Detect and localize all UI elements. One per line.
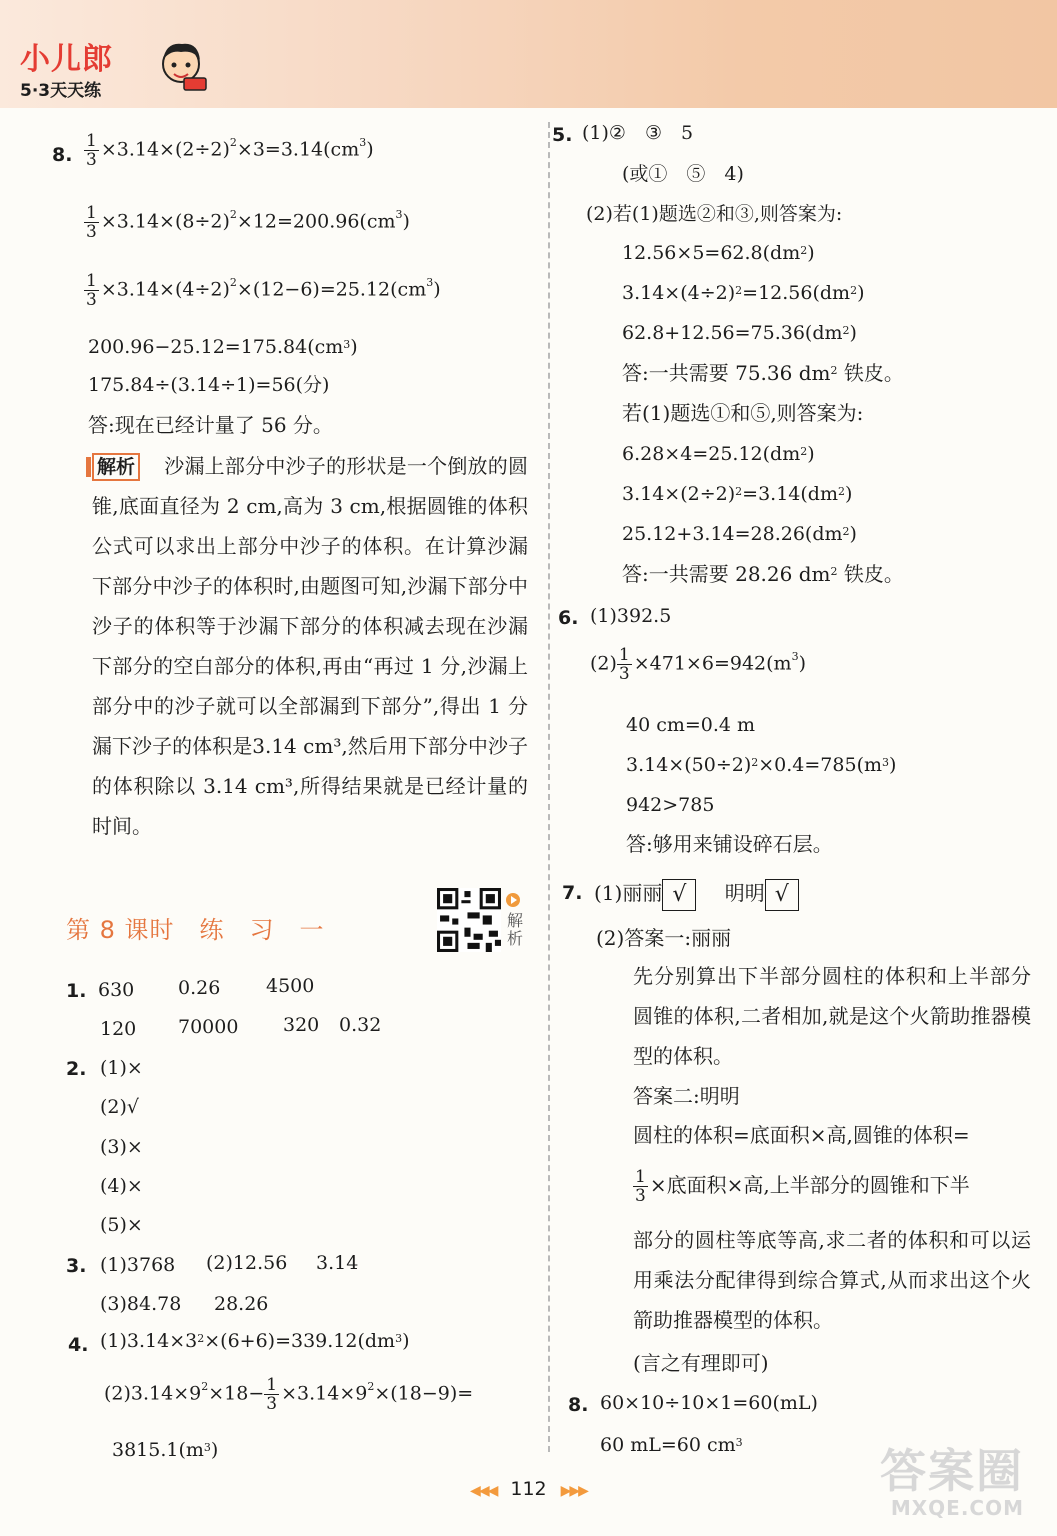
q2-item-1: (1)× (100, 1057, 143, 1079)
q5-line-8: 若(1)题选①和⑤,则答案为: (622, 401, 864, 425)
q2-item-2: (2)√ (100, 1096, 140, 1118)
q7-line-1: (1)丽丽 √ 明明 √ (594, 877, 799, 911)
q8-line-4: $200.96-25.12=175.84(cm^3)$ (88, 336, 358, 358)
q5-line-6: $62.8+12.56=75.36(dm^2)$ (622, 322, 857, 344)
check-box-lili: √ (662, 879, 696, 911)
q4-number: 4. (68, 1334, 89, 1356)
fraction: $\frac{1}{3}$ (86, 271, 97, 310)
q5-line-5: $3.14\times(4\div 2)^2=12.56(dm^2)$ (622, 282, 865, 304)
q7-number: 7. (562, 882, 583, 904)
q5-line-11: $25.12+3.14=28.26(dm^2)$ (622, 523, 857, 545)
column-divider (548, 122, 550, 1452)
q1-number: 1. (66, 980, 87, 1002)
q6-line-2: (2) $\frac{1}{3}$ $\times 471\times 6=942(m^3)$ (590, 645, 806, 684)
q1-value-6: 320 (283, 1014, 320, 1036)
analysis-label: 解析 (92, 453, 140, 481)
arrows-right-icon: ▶▶▶ (560, 1483, 587, 1499)
q8r-line-2: 60 mL=60 $cm^3$ (600, 1434, 743, 1456)
q1-value-7: 0.32 (339, 1014, 382, 1036)
q5-line-2: (或① ⑤ 4) (622, 163, 744, 185)
brand-logo (16, 34, 216, 104)
mascot-icon (154, 38, 208, 94)
q8-line-5: 175.84÷(3.14÷1)=56(分) (88, 374, 330, 396)
q3-part-2b: 3.14 (316, 1252, 359, 1274)
q6-line-1: (1)392.5 (590, 605, 672, 627)
q5-line-3: (2)若(1)题选②和③,则答案为: (586, 203, 843, 225)
q5-line-9: $6.28\times 4=25.12(dm^2)$ (622, 443, 815, 465)
q4-line-1: $(1)3.14\times 3^2\times(6+6)=339.12(dm^3)$ (100, 1330, 410, 1352)
q1-value-3: 4500 (266, 975, 315, 997)
q5-line-1: (1)② ③ 5 (582, 122, 694, 144)
q7-paragraph-2c: 部分的圆柱等底等高,求二者的体积和可以运用乘法分配律得到综合算式,从而求出这个火箭助推器模型的体积。 (633, 1228, 1031, 1332)
q8r-line-1: 60×10÷10×1=60(mL) (600, 1392, 818, 1414)
q1-value-1: 630 (98, 979, 135, 1001)
q4-line-2: $(2)3.14\times 9^2\times 18-$ $\frac{1}{3}$ $\times 3.14\times 9^2\times(18-9)=$ (104, 1375, 474, 1414)
q7-paragraph-2a: 圆柱的体积=底面积×高,圆锥的体积= (633, 1123, 970, 1147)
q3-part-3b: 28.26 (214, 1293, 269, 1315)
watermark: 答案圈 MXQE.COM (880, 1444, 1024, 1520)
fraction: $\frac{1}{3}$ (266, 1375, 278, 1414)
q6-number: 6. (558, 607, 579, 629)
q1-value-2: 0.26 (178, 977, 221, 999)
q6-line-3: 40 cm=0.4 m (626, 714, 756, 736)
fraction: $\frac{1}{3}$ (618, 645, 630, 684)
q5-answer-1: 答:一共需要 75.36 $dm^2$ 铁皮。 (622, 361, 904, 385)
q5-line-4: $12.56\times 5=62.8(dm^2)$ (622, 242, 815, 264)
q3-number: 3. (66, 1255, 87, 1277)
q6-line-5: 942>785 (626, 794, 715, 816)
q8-number: 8. (52, 144, 73, 166)
arrows-left-icon: ◀◀◀ (470, 1483, 497, 1499)
brand-name: 小儿郎 (20, 42, 113, 77)
q5-line-10: $3.14\times(2\div 2)^2=3.14(dm^2)$ (622, 483, 853, 505)
q8-line-3: $\frac{1}{3}$ $\times 3.14\times(4\div 2)^2\times(12-6)=25.12(cm^3)$ (86, 271, 441, 310)
page-number: 112 (510, 1478, 547, 1500)
q2-item-5: (5)× (100, 1214, 143, 1236)
q8-line-2: $\frac{1}{3}$ $\times 3.14\times(8\div 2)^2\times 12=200.96(cm^3)$ (86, 203, 410, 242)
play-icon[interactable] (506, 893, 520, 907)
q7-line-3: 答案二:明明 (633, 1084, 740, 1108)
q2-number: 2. (66, 1058, 87, 1080)
fraction: $\frac{1}{3}$ (635, 1167, 646, 1206)
q3-part-3: (3)84.78 (100, 1293, 182, 1315)
qr-code-icon[interactable] (437, 888, 501, 952)
q3-part-1: (1)3768 (100, 1254, 176, 1276)
q7-line-4: (言之有理即可) (633, 1351, 769, 1375)
q1-value-4: 120 (100, 1018, 137, 1040)
q8r-number: 8. (568, 1394, 589, 1416)
q3-part-2: (2)12.56 (206, 1252, 288, 1274)
q6-line-4: $3.14\times(50\div 2)^2\times 0.4=785(m^3)$ (626, 754, 897, 776)
q5-answer-2: 答:一共需要 28.26 $dm^2$ 铁皮。 (622, 562, 904, 586)
lesson-title: 第 8 课时 练 习 一 (66, 916, 325, 944)
q2-item-4: (4)× (100, 1175, 143, 1197)
q2-item-3: (3)× (100, 1136, 143, 1158)
q1-value-5: 70000 (178, 1016, 239, 1038)
q7-line-2: (2)答案一:丽丽 (596, 926, 732, 950)
qr-label: 解析 (507, 911, 524, 948)
fraction: $\frac{1}{3}$ (86, 131, 97, 170)
q8-line-1: $\frac{1}{3}$ $\times 3.14\times(2\div 2)^2\times 3=3.14(cm^3)$ (86, 131, 374, 170)
page-header (0, 0, 1057, 108)
check-box-mingming: √ (765, 879, 799, 911)
fraction: $\frac{1}{3}$ (86, 203, 97, 242)
q8-answer: 答:现在已经计量了 56 分。 (88, 413, 333, 437)
q6-answer: 答:够用来铺设碎石层。 (626, 832, 833, 856)
brand-subtitle: 5·3天天练 (20, 81, 102, 101)
analysis-paragraph: 解析 沙漏上部分中沙子的形状是一个倒放的圆锥,底面直径为 2 cm,高为 3 cm,根据圆锥的体积公式可以求出上部分中沙子的体积。在计算沙漏下部分中沙子的体积时,由题图可知,沙漏下部分中沙子的体积等于沙漏下部分的体积减去现在沙漏下部分的空白部分的体积,再由“再过 1 分,沙漏上部分中的沙子就可以全部漏到下部分”,得出 1 分漏下沙子的体积是3.14 cm³,然后用下部分中沙子的体积除以 3.14 cm³,所得结果就是已经计量的时间。 (92, 446, 528, 846)
q7-paragraph-1: 先分别算出下半部分圆柱的体积和上半部分圆锥的体积,二者相加,就是这个火箭助推器模型的体积。 (633, 964, 1031, 1068)
q5-number: 5. (552, 124, 573, 146)
q7-paragraph-2b: $\frac{1}{3}$ ×底面积×高,上半部分的圆锥和下半 (635, 1167, 970, 1206)
q4-line-3: $3815.1(m^3)$ (112, 1439, 219, 1461)
